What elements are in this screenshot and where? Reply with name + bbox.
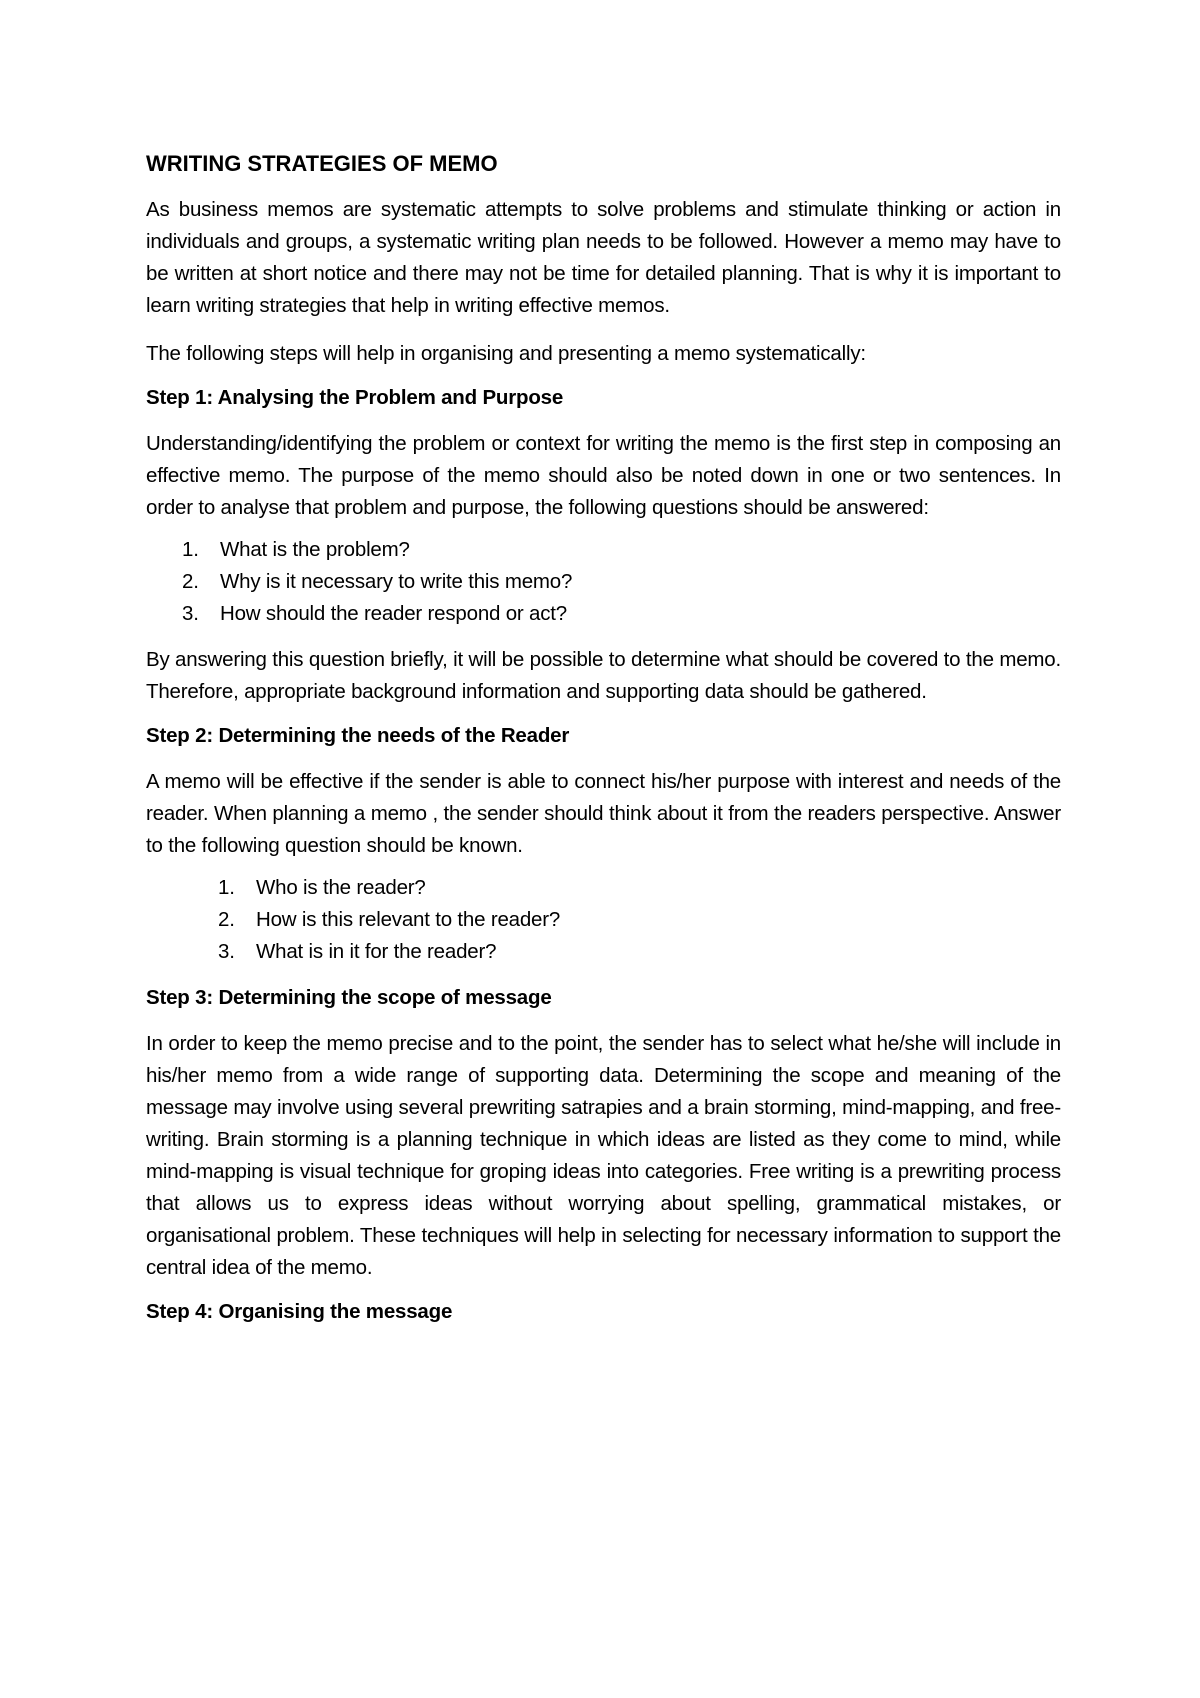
step3-paragraph: In order to keep the memo precise and to the point, the sender has to select what he/she will include in his/her memo from a wide range of supporting data. Determining the scope and meaning of the message may involve using several prewriting satrapies and a brain storming, mind-mapping, and free-writing. Brain storming is a planning technique in which ideas are listed as they come to mind, while mind-mapping is visual technique for groping ideas into categories. Free writing is a prewriting process that allows us to express ideas without worrying about spelling, grammatical mistakes, or organisational problem. These techniques will help in selecting for necessary information to support the central idea of the memo. xyxy=(146,1032,1061,1279)
step4-heading: Step 4: Organising the message xyxy=(146,1300,453,1323)
list-text: Who is the reader? xyxy=(256,876,426,899)
steps-intro-paragraph: The following steps will help in organising and presenting a memo systematically: xyxy=(146,342,866,365)
list-text: What is the problem? xyxy=(220,538,410,561)
list-number: 1. xyxy=(182,538,199,561)
step1-heading: Step 1: Analysing the Problem and Purpose xyxy=(146,386,564,409)
list-item xyxy=(146,872,1061,904)
step1-conclusion: By answering this question briefly, it will be possible to determine what should be covered to the memo. Therefore, appropriate background information and supporting data should be gathered. xyxy=(146,648,1061,703)
list-item xyxy=(146,534,1061,566)
list-text: How should the reader respond or act? xyxy=(220,602,568,625)
list-number: 3. xyxy=(182,602,199,625)
list-number: 2. xyxy=(182,570,199,593)
list-item xyxy=(146,904,1061,936)
list-text: How is this relevant to the reader? xyxy=(256,908,561,931)
step3-heading: Step 3: Determining the scope of message xyxy=(146,986,552,1009)
step2-heading: Step 2: Determining the needs of the Reader xyxy=(146,724,570,747)
step2-paragraph: A memo will be effective if the sender is able to connect his/her purpose with interest and needs of the reader. When planning a memo , the sender should think about it from the readers perspective. Answer to the following question should be known. xyxy=(146,770,1061,857)
step2-question-list xyxy=(146,872,1061,968)
list-item xyxy=(146,566,1061,598)
list-text: What is in it for the reader? xyxy=(256,940,497,963)
intro-paragraph: As business memos are systematic attempts to solve problems and stimulate thinking or action in individuals and groups, a systematic writing plan needs to be followed. However a memo may have to be written at short notice and there may not be time for detailed planning. That is why it is important to learn writing strategies that help in writing effective memos. xyxy=(146,198,1061,317)
list-number: 2. xyxy=(218,908,235,931)
document-page xyxy=(146,148,1061,1342)
list-number: 3. xyxy=(218,940,235,963)
list-number: 1. xyxy=(218,876,235,899)
document-title: WRITING STRATEGIES OF MEMO xyxy=(146,151,498,176)
list-item xyxy=(146,598,1061,630)
step1-paragraph: Understanding/identifying the problem or context for writing the memo is the first step in composing an effective memo. The purpose of the memo should also be noted down in one or two sentences. In order to analyse that problem and purpose, the following questions should be answered: xyxy=(146,432,1061,519)
step1-question-list xyxy=(146,534,1061,630)
list-text: Why is it necessary to write this memo? xyxy=(220,570,573,593)
list-item xyxy=(146,936,1061,968)
